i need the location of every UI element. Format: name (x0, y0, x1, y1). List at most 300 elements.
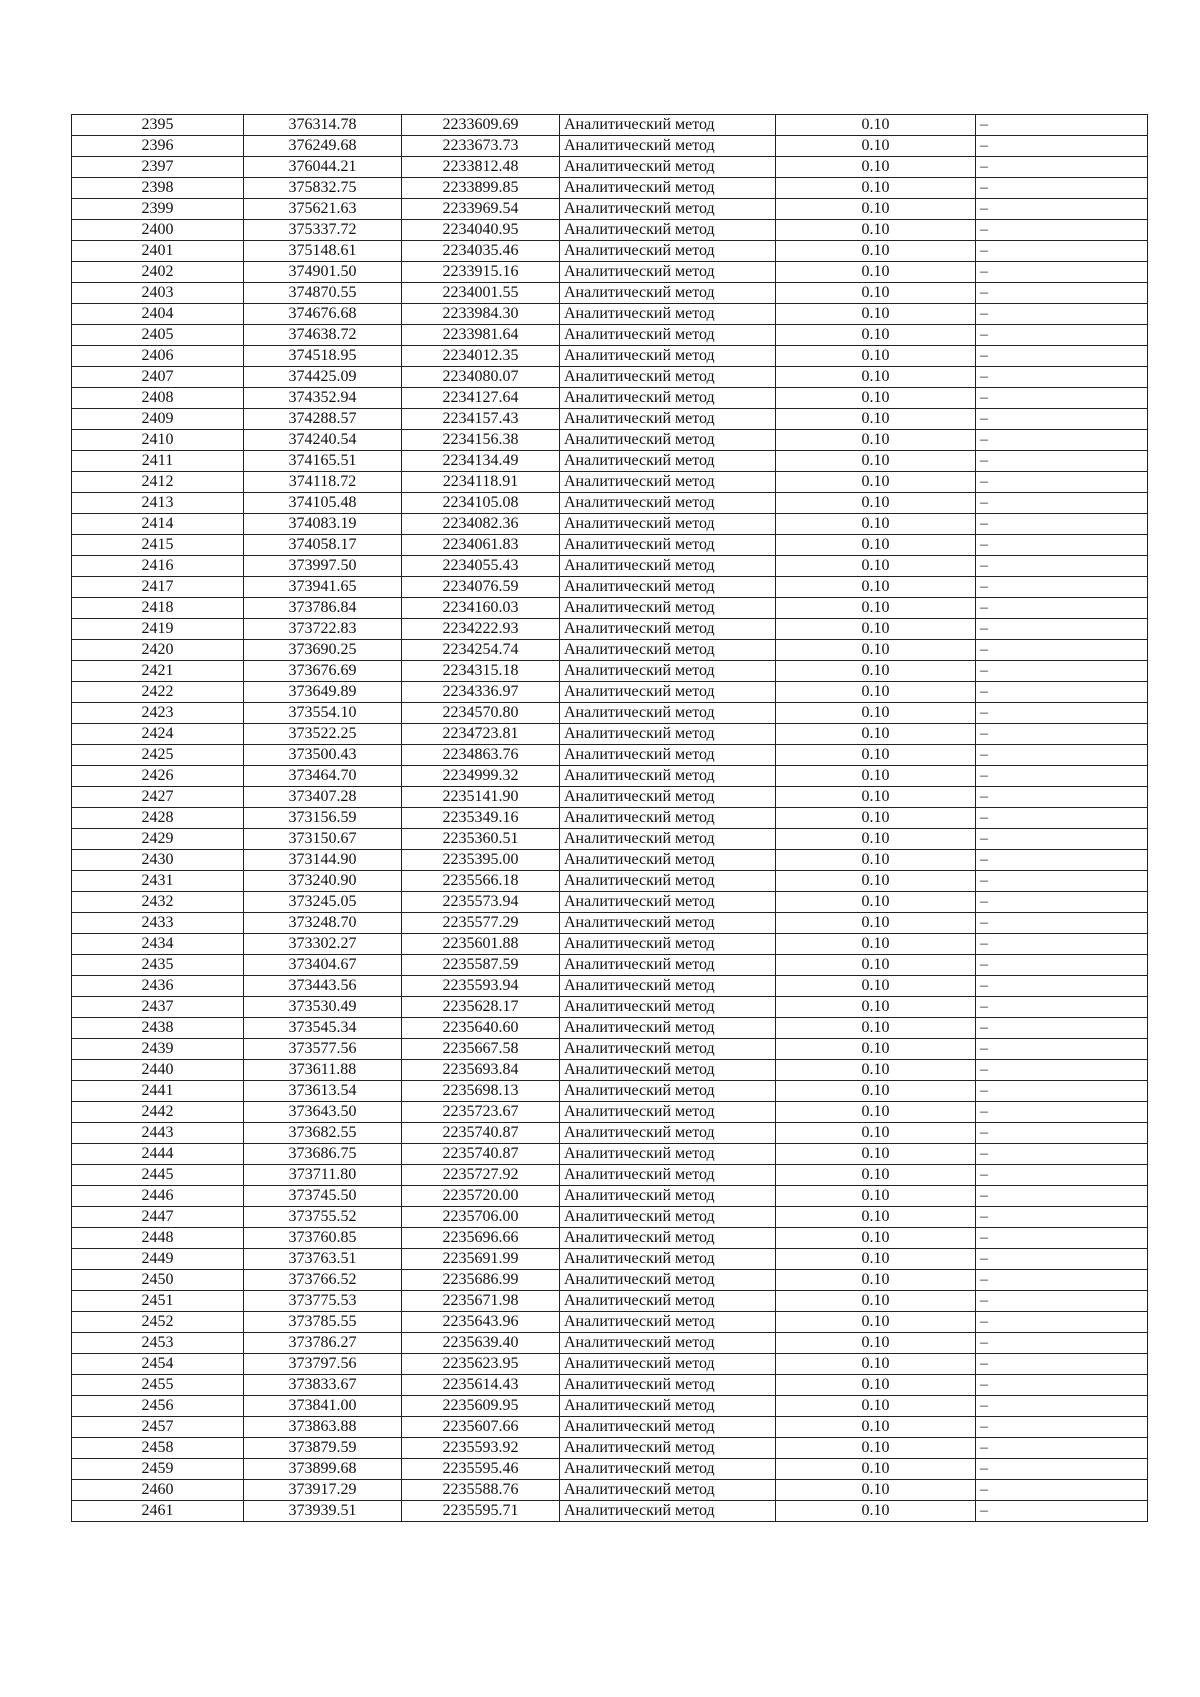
note-cell: – (976, 367, 1148, 388)
x-coordinate-cell: 373763.51 (244, 1249, 402, 1270)
note-cell: – (976, 262, 1148, 283)
y-coordinate-cell: 2234254.74 (402, 640, 560, 661)
x-coordinate-cell: 373248.70 (244, 913, 402, 934)
table-row (72, 1186, 1148, 1207)
note-cell: – (976, 430, 1148, 451)
accuracy-cell: 0.10 (776, 640, 976, 661)
point-number-cell: 2446 (72, 1186, 244, 1207)
point-number-cell: 2449 (72, 1249, 244, 1270)
accuracy-cell: 0.10 (776, 703, 976, 724)
method-cell: Аналитический метод (560, 157, 776, 178)
table-row (72, 997, 1148, 1018)
y-coordinate-cell: 2235686.99 (402, 1270, 560, 1291)
y-coordinate-cell: 2235639.40 (402, 1333, 560, 1354)
y-coordinate-cell: 2235698.13 (402, 1081, 560, 1102)
point-number-cell: 2453 (72, 1333, 244, 1354)
x-coordinate-cell: 373643.50 (244, 1102, 402, 1123)
note-cell: – (976, 241, 1148, 262)
method-cell: Аналитический метод (560, 199, 776, 220)
y-coordinate-cell: 2234336.97 (402, 682, 560, 703)
point-number-cell: 2456 (72, 1396, 244, 1417)
y-coordinate-cell: 2235360.51 (402, 829, 560, 850)
note-cell: – (976, 1291, 1148, 1312)
y-coordinate-cell: 2235588.76 (402, 1480, 560, 1501)
note-cell: – (976, 346, 1148, 367)
x-coordinate-cell: 373611.88 (244, 1060, 402, 1081)
accuracy-cell: 0.10 (776, 1081, 976, 1102)
x-coordinate-cell: 373690.25 (244, 640, 402, 661)
table-row (72, 115, 1148, 136)
y-coordinate-cell: 2234570.80 (402, 703, 560, 724)
point-number-cell: 2444 (72, 1144, 244, 1165)
note-cell: – (976, 157, 1148, 178)
y-coordinate-cell: 2234076.59 (402, 577, 560, 598)
method-cell: Аналитический метод (560, 808, 776, 829)
note-cell: – (976, 199, 1148, 220)
accuracy-cell: 0.10 (776, 178, 976, 199)
x-coordinate-cell: 373522.25 (244, 724, 402, 745)
x-coordinate-cell: 376249.68 (244, 136, 402, 157)
table-row (72, 178, 1148, 199)
table-row (72, 556, 1148, 577)
y-coordinate-cell: 2234055.43 (402, 556, 560, 577)
method-cell: Аналитический метод (560, 367, 776, 388)
point-number-cell: 2460 (72, 1480, 244, 1501)
point-number-cell: 2432 (72, 892, 244, 913)
y-coordinate-cell: 2234723.81 (402, 724, 560, 745)
accuracy-cell: 0.10 (776, 220, 976, 241)
table-row (72, 1165, 1148, 1186)
table-row (72, 850, 1148, 871)
table-row (72, 514, 1148, 535)
method-cell: Аналитический метод (560, 724, 776, 745)
table-row (72, 1375, 1148, 1396)
x-coordinate-cell: 374058.17 (244, 535, 402, 556)
note-cell: – (976, 1207, 1148, 1228)
method-cell: Аналитический метод (560, 304, 776, 325)
y-coordinate-cell: 2234012.35 (402, 346, 560, 367)
y-coordinate-cell: 2235573.94 (402, 892, 560, 913)
accuracy-cell: 0.10 (776, 808, 976, 829)
y-coordinate-cell: 2234001.55 (402, 283, 560, 304)
point-number-cell: 2441 (72, 1081, 244, 1102)
note-cell: – (976, 1396, 1148, 1417)
table-row (72, 199, 1148, 220)
y-coordinate-cell: 2235727.92 (402, 1165, 560, 1186)
point-number-cell: 2398 (72, 178, 244, 199)
method-cell: Аналитический метод (560, 661, 776, 682)
accuracy-cell: 0.10 (776, 934, 976, 955)
method-cell: Аналитический метод (560, 325, 776, 346)
x-coordinate-cell: 373711.80 (244, 1165, 402, 1186)
note-cell: – (976, 304, 1148, 325)
table-row (72, 1249, 1148, 1270)
accuracy-cell: 0.10 (776, 556, 976, 577)
method-cell: Аналитический метод (560, 1165, 776, 1186)
accuracy-cell: 0.10 (776, 472, 976, 493)
x-coordinate-cell: 373500.43 (244, 745, 402, 766)
x-coordinate-cell: 374518.95 (244, 346, 402, 367)
table-row (72, 892, 1148, 913)
note-cell: – (976, 745, 1148, 766)
table-row (72, 136, 1148, 157)
point-number-cell: 2418 (72, 598, 244, 619)
accuracy-cell: 0.10 (776, 913, 976, 934)
note-cell: – (976, 913, 1148, 934)
accuracy-cell: 0.10 (776, 724, 976, 745)
y-coordinate-cell: 2233915.16 (402, 262, 560, 283)
point-number-cell: 2399 (72, 199, 244, 220)
point-number-cell: 2454 (72, 1354, 244, 1375)
table-row (72, 577, 1148, 598)
accuracy-cell: 0.10 (776, 598, 976, 619)
table-row (72, 1417, 1148, 1438)
note-cell: – (976, 1228, 1148, 1249)
coordinates-table (71, 114, 1148, 1522)
accuracy-cell: 0.10 (776, 1396, 976, 1417)
point-number-cell: 2427 (72, 787, 244, 808)
point-number-cell: 2402 (72, 262, 244, 283)
accuracy-cell: 0.10 (776, 1186, 976, 1207)
point-number-cell: 2415 (72, 535, 244, 556)
accuracy-cell: 0.10 (776, 829, 976, 850)
point-number-cell: 2401 (72, 241, 244, 262)
method-cell: Аналитический метод (560, 1291, 776, 1312)
accuracy-cell: 0.10 (776, 1312, 976, 1333)
table-row (72, 304, 1148, 325)
point-number-cell: 2420 (72, 640, 244, 661)
x-coordinate-cell: 373407.28 (244, 787, 402, 808)
table-row (72, 1354, 1148, 1375)
method-cell: Аналитический метод (560, 1375, 776, 1396)
y-coordinate-cell: 2235614.43 (402, 1375, 560, 1396)
point-number-cell: 2405 (72, 325, 244, 346)
x-coordinate-cell: 373841.00 (244, 1396, 402, 1417)
method-cell: Аналитический метод (560, 703, 776, 724)
accuracy-cell: 0.10 (776, 787, 976, 808)
note-cell: – (976, 388, 1148, 409)
accuracy-cell: 0.10 (776, 1039, 976, 1060)
accuracy-cell: 0.10 (776, 367, 976, 388)
note-cell: – (976, 1354, 1148, 1375)
point-number-cell: 2396 (72, 136, 244, 157)
point-number-cell: 2437 (72, 997, 244, 1018)
y-coordinate-cell: 2235395.00 (402, 850, 560, 871)
x-coordinate-cell: 373464.70 (244, 766, 402, 787)
y-coordinate-cell: 2234863.76 (402, 745, 560, 766)
note-cell: – (976, 703, 1148, 724)
x-coordinate-cell: 373676.69 (244, 661, 402, 682)
method-cell: Аналитический метод (560, 451, 776, 472)
note-cell: – (976, 661, 1148, 682)
method-cell: Аналитический метод (560, 1081, 776, 1102)
accuracy-cell: 0.10 (776, 1165, 976, 1186)
method-cell: Аналитический метод (560, 556, 776, 577)
accuracy-cell: 0.10 (776, 745, 976, 766)
point-number-cell: 2408 (72, 388, 244, 409)
x-coordinate-cell: 373613.54 (244, 1081, 402, 1102)
method-cell: Аналитический метод (560, 1333, 776, 1354)
table-row (72, 955, 1148, 976)
x-coordinate-cell: 373833.67 (244, 1375, 402, 1396)
y-coordinate-cell: 2233899.85 (402, 178, 560, 199)
y-coordinate-cell: 2235593.94 (402, 976, 560, 997)
accuracy-cell: 0.10 (776, 430, 976, 451)
x-coordinate-cell: 373775.53 (244, 1291, 402, 1312)
note-cell: – (976, 1438, 1148, 1459)
note-cell: – (976, 955, 1148, 976)
point-number-cell: 2429 (72, 829, 244, 850)
note-cell: – (976, 178, 1148, 199)
y-coordinate-cell: 2235607.66 (402, 1417, 560, 1438)
accuracy-cell: 0.10 (776, 535, 976, 556)
point-number-cell: 2451 (72, 1291, 244, 1312)
method-cell: Аналитический метод (560, 1123, 776, 1144)
x-coordinate-cell: 373443.56 (244, 976, 402, 997)
note-cell: – (976, 640, 1148, 661)
x-coordinate-cell: 373766.52 (244, 1270, 402, 1291)
note-cell: – (976, 136, 1148, 157)
accuracy-cell: 0.10 (776, 955, 976, 976)
accuracy-cell: 0.10 (776, 451, 976, 472)
x-coordinate-cell: 373545.34 (244, 1018, 402, 1039)
method-cell: Аналитический метод (560, 577, 776, 598)
y-coordinate-cell: 2234127.64 (402, 388, 560, 409)
x-coordinate-cell: 373786.27 (244, 1333, 402, 1354)
method-cell: Аналитический метод (560, 766, 776, 787)
point-number-cell: 2455 (72, 1375, 244, 1396)
x-coordinate-cell: 374870.55 (244, 283, 402, 304)
point-number-cell: 2431 (72, 871, 244, 892)
accuracy-cell: 0.10 (776, 1207, 976, 1228)
note-cell: – (976, 1501, 1148, 1522)
note-cell: – (976, 829, 1148, 850)
table-row (72, 913, 1148, 934)
x-coordinate-cell: 373150.67 (244, 829, 402, 850)
x-coordinate-cell: 373245.05 (244, 892, 402, 913)
accuracy-cell: 0.10 (776, 283, 976, 304)
method-cell: Аналитический метод (560, 1396, 776, 1417)
accuracy-cell: 0.10 (776, 199, 976, 220)
y-coordinate-cell: 2234160.03 (402, 598, 560, 619)
coordinates-table-body (72, 115, 1148, 1522)
x-coordinate-cell: 374165.51 (244, 451, 402, 472)
point-number-cell: 2403 (72, 283, 244, 304)
method-cell: Аналитический метод (560, 430, 776, 451)
note-cell: – (976, 787, 1148, 808)
x-coordinate-cell: 373156.59 (244, 808, 402, 829)
x-coordinate-cell: 373686.75 (244, 1144, 402, 1165)
table-row (72, 1501, 1148, 1522)
note-cell: – (976, 1312, 1148, 1333)
accuracy-cell: 0.10 (776, 1060, 976, 1081)
method-cell: Аналитический метод (560, 1312, 776, 1333)
method-cell: Аналитический метод (560, 409, 776, 430)
y-coordinate-cell: 2234222.93 (402, 619, 560, 640)
x-coordinate-cell: 373797.56 (244, 1354, 402, 1375)
note-cell: – (976, 1123, 1148, 1144)
point-number-cell: 2433 (72, 913, 244, 934)
accuracy-cell: 0.10 (776, 1333, 976, 1354)
point-number-cell: 2407 (72, 367, 244, 388)
note-cell: – (976, 997, 1148, 1018)
x-coordinate-cell: 374352.94 (244, 388, 402, 409)
table-row (72, 1480, 1148, 1501)
y-coordinate-cell: 2235640.60 (402, 1018, 560, 1039)
method-cell: Аналитический метод (560, 241, 776, 262)
y-coordinate-cell: 2233609.69 (402, 115, 560, 136)
note-cell: – (976, 871, 1148, 892)
x-coordinate-cell: 373785.55 (244, 1312, 402, 1333)
table-row (72, 1270, 1148, 1291)
accuracy-cell: 0.10 (776, 346, 976, 367)
point-number-cell: 2438 (72, 1018, 244, 1039)
x-coordinate-cell: 373649.89 (244, 682, 402, 703)
method-cell: Аналитический метод (560, 1144, 776, 1165)
accuracy-cell: 0.10 (776, 493, 976, 514)
method-cell: Аналитический метод (560, 682, 776, 703)
point-number-cell: 2430 (72, 850, 244, 871)
x-coordinate-cell: 373722.83 (244, 619, 402, 640)
x-coordinate-cell: 373240.90 (244, 871, 402, 892)
x-coordinate-cell: 373879.59 (244, 1438, 402, 1459)
point-number-cell: 2409 (72, 409, 244, 430)
x-coordinate-cell: 375337.72 (244, 220, 402, 241)
method-cell: Аналитический метод (560, 1207, 776, 1228)
y-coordinate-cell: 2235601.88 (402, 934, 560, 955)
table-row (72, 766, 1148, 787)
note-cell: – (976, 808, 1148, 829)
method-cell: Аналитический метод (560, 535, 776, 556)
x-coordinate-cell: 374425.09 (244, 367, 402, 388)
y-coordinate-cell: 2235595.71 (402, 1501, 560, 1522)
method-cell: Аналитический метод (560, 787, 776, 808)
point-number-cell: 2423 (72, 703, 244, 724)
note-cell: – (976, 472, 1148, 493)
x-coordinate-cell: 373760.85 (244, 1228, 402, 1249)
table-row (72, 1207, 1148, 1228)
table-row (72, 388, 1148, 409)
point-number-cell: 2459 (72, 1459, 244, 1480)
point-number-cell: 2406 (72, 346, 244, 367)
y-coordinate-cell: 2235740.87 (402, 1123, 560, 1144)
point-number-cell: 2452 (72, 1312, 244, 1333)
y-coordinate-cell: 2235696.66 (402, 1228, 560, 1249)
x-coordinate-cell: 374118.72 (244, 472, 402, 493)
table-row (72, 661, 1148, 682)
method-cell: Аналитический метод (560, 850, 776, 871)
point-number-cell: 2426 (72, 766, 244, 787)
method-cell: Аналитический метод (560, 1438, 776, 1459)
x-coordinate-cell: 373302.27 (244, 934, 402, 955)
accuracy-cell: 0.10 (776, 1144, 976, 1165)
y-coordinate-cell: 2234061.83 (402, 535, 560, 556)
y-coordinate-cell: 2234156.38 (402, 430, 560, 451)
table-row (72, 1039, 1148, 1060)
note-cell: – (976, 514, 1148, 535)
table-row (72, 682, 1148, 703)
point-number-cell: 2461 (72, 1501, 244, 1522)
method-cell: Аналитический метод (560, 136, 776, 157)
accuracy-cell: 0.10 (776, 1375, 976, 1396)
accuracy-cell: 0.10 (776, 514, 976, 535)
table-row (72, 1060, 1148, 1081)
accuracy-cell: 0.10 (776, 619, 976, 640)
point-number-cell: 2412 (72, 472, 244, 493)
method-cell: Аналитический метод (560, 1039, 776, 1060)
point-number-cell: 2447 (72, 1207, 244, 1228)
y-coordinate-cell: 2234118.91 (402, 472, 560, 493)
note-cell: – (976, 451, 1148, 472)
method-cell: Аналитический метод (560, 346, 776, 367)
method-cell: Аналитический метод (560, 640, 776, 661)
point-number-cell: 2425 (72, 745, 244, 766)
point-number-cell: 2397 (72, 157, 244, 178)
method-cell: Аналитический метод (560, 871, 776, 892)
table-row (72, 430, 1148, 451)
table-row (72, 472, 1148, 493)
accuracy-cell: 0.10 (776, 1228, 976, 1249)
point-number-cell: 2414 (72, 514, 244, 535)
x-coordinate-cell: 373863.88 (244, 1417, 402, 1438)
y-coordinate-cell: 2234080.07 (402, 367, 560, 388)
table-row (72, 157, 1148, 178)
method-cell: Аналитический метод (560, 1102, 776, 1123)
y-coordinate-cell: 2233812.48 (402, 157, 560, 178)
accuracy-cell: 0.10 (776, 766, 976, 787)
y-coordinate-cell: 2234315.18 (402, 661, 560, 682)
method-cell: Аналитический метод (560, 997, 776, 1018)
method-cell: Аналитический метод (560, 829, 776, 850)
note-cell: – (976, 115, 1148, 136)
method-cell: Аналитический метод (560, 115, 776, 136)
table-row (72, 619, 1148, 640)
note-cell: – (976, 1249, 1148, 1270)
method-cell: Аналитический метод (560, 892, 776, 913)
accuracy-cell: 0.10 (776, 388, 976, 409)
x-coordinate-cell: 373554.10 (244, 703, 402, 724)
point-number-cell: 2457 (72, 1417, 244, 1438)
method-cell: Аналитический метод (560, 976, 776, 997)
note-cell: – (976, 1333, 1148, 1354)
note-cell: – (976, 409, 1148, 430)
y-coordinate-cell: 2233673.73 (402, 136, 560, 157)
note-cell: – (976, 619, 1148, 640)
method-cell: Аналитический метод (560, 1060, 776, 1081)
accuracy-cell: 0.10 (776, 850, 976, 871)
note-cell: – (976, 325, 1148, 346)
table-row (72, 787, 1148, 808)
point-number-cell: 2443 (72, 1123, 244, 1144)
note-cell: – (976, 220, 1148, 241)
method-cell: Аналитический метод (560, 178, 776, 199)
note-cell: – (976, 1186, 1148, 1207)
x-coordinate-cell: 374083.19 (244, 514, 402, 535)
y-coordinate-cell: 2235720.00 (402, 1186, 560, 1207)
y-coordinate-cell: 2235609.95 (402, 1396, 560, 1417)
x-coordinate-cell: 373899.68 (244, 1459, 402, 1480)
y-coordinate-cell: 2235349.16 (402, 808, 560, 829)
note-cell: – (976, 724, 1148, 745)
accuracy-cell: 0.10 (776, 262, 976, 283)
table-row (72, 640, 1148, 661)
x-coordinate-cell: 374638.72 (244, 325, 402, 346)
table-row (72, 262, 1148, 283)
y-coordinate-cell: 2235723.67 (402, 1102, 560, 1123)
accuracy-cell: 0.10 (776, 1249, 976, 1270)
point-number-cell: 2434 (72, 934, 244, 955)
y-coordinate-cell: 2235577.29 (402, 913, 560, 934)
